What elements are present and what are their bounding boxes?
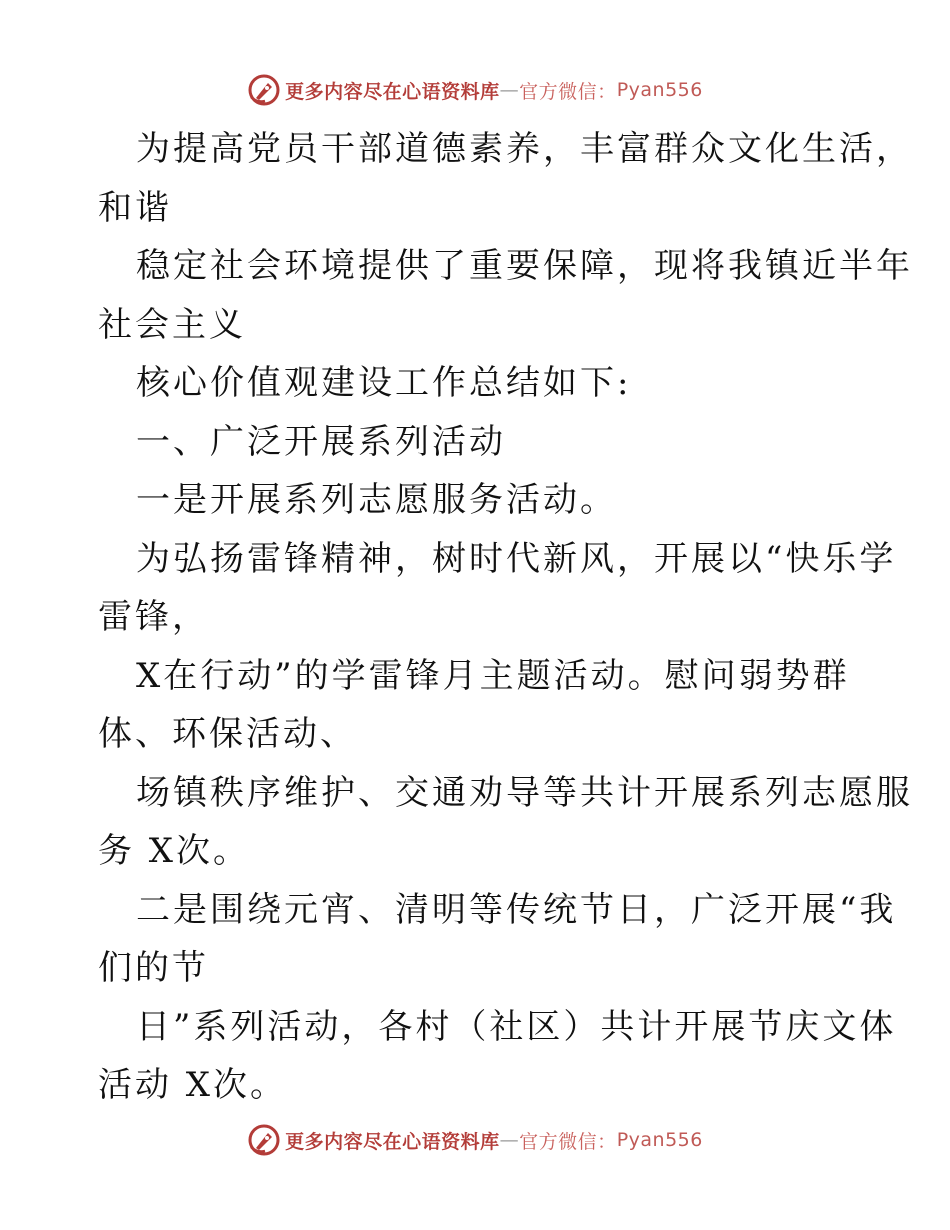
- footer-banner: [0, 1120, 950, 1160]
- paragraph-line: 们的节: [98, 948, 209, 988]
- paragraph-line: 务 X次。: [98, 831, 251, 871]
- banner-wechat-id: Pyan556: [616, 1129, 703, 1151]
- paragraph-line: 一是开展系列志愿服务活动。: [136, 480, 617, 520]
- banner-separator: —: [499, 79, 520, 101]
- banner-wechat-label: 官方微信：: [519, 80, 617, 103]
- pen-nib-logo-icon: [247, 73, 281, 107]
- paragraph-line: 核心价值观建设工作总结如下:: [136, 363, 632, 403]
- banner-separator: —: [499, 1129, 520, 1151]
- paragraph-line: 稳定社会环境提供了重要保障，现将我镇近半年: [136, 246, 913, 286]
- paragraph-line: 雷锋，: [98, 597, 209, 637]
- banner-wechat-label: 官方微信：: [519, 1130, 617, 1153]
- document-body: [98, 120, 913, 1115]
- paragraph-line: 日”系列活动，各村（社区）共计开展节庆文体: [136, 1006, 897, 1047]
- paragraph-line: 活动 X次。: [98, 1065, 288, 1105]
- paragraph-line: X在行动”的学雷锋月主题活动。慰问弱势群: [136, 655, 850, 696]
- paragraph-line: 体、环保活动、: [98, 714, 357, 754]
- paragraph-line: 社会主义: [98, 304, 246, 345]
- pen-nib-logo-icon: [247, 1123, 281, 1157]
- paragraph-line: 和谐: [98, 187, 172, 228]
- paragraph-line: 为提高党员干部道德素养，丰富群众文化生活，: [136, 129, 913, 169]
- banner-brand-text: 更多内容尽在心语资料库: [285, 80, 500, 103]
- banner-brand-text: 更多内容尽在心语资料库: [285, 1130, 500, 1153]
- paragraph-line: 场镇秩序维护、交通劝导等共计开展系列志愿服: [136, 772, 913, 813]
- banner-wechat-id: Pyan556: [616, 79, 703, 101]
- paragraph-line: 二是围绕元宵、清明等传统节日，广泛开展“我: [136, 889, 897, 930]
- paragraph-line: 一、广泛开展系列活动: [136, 421, 506, 462]
- paragraph-line: 为弘扬雷锋精神，树时代新风，开展以“快乐学: [136, 538, 897, 579]
- header-banner: [0, 70, 950, 110]
